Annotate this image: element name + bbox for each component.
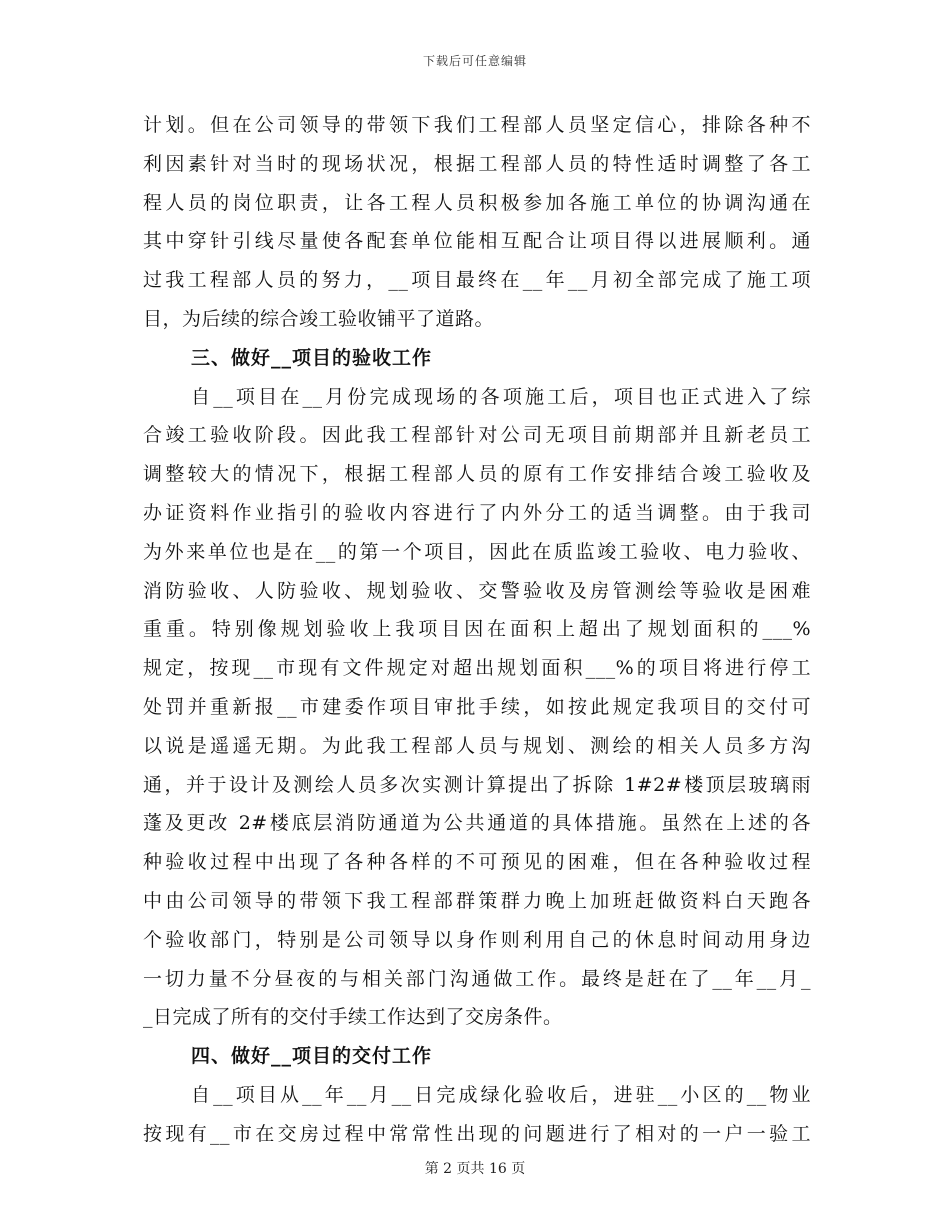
- page-header: 下载后可任意编辑: [422, 54, 527, 68]
- paragraph-line: 规定，按现__市现有文件规定对超出规划面积___%的项目将进行停工: [143, 657, 811, 680]
- paragraph-line: 办证资料作业指引的验收内容进行了内外分工的适当调整。由于我司: [143, 501, 811, 524]
- paragraph-line: 利因素针对当时的现场状况，根据工程部人员的特性适时调整了各工: [143, 152, 811, 175]
- document-body: [143, 106, 811, 1154]
- paragraph-line: 计划。但在公司领导的带领下我们工程部人员坚定信心，排除各种不: [143, 114, 811, 136]
- paragraph-line: 消防验收、人防验收、规划验收、交警验收及房管测绘等验收是困难: [143, 579, 811, 602]
- paragraph-line: 目，为后续的综合竣工验收铺平了道路。: [143, 307, 495, 330]
- paragraph-line: 为外来单位也是在__的第一个项目，因此在质监竣工验收、电力验收、: [143, 540, 811, 563]
- paragraph-line: 个验收部门，特别是公司领导以身作则利用自己的休息时间动用身边: [143, 928, 811, 951]
- paragraph-line: 一切力量不分昼夜的与相关部门沟通做工作。最终是赶在了__年__月_: [143, 967, 811, 990]
- page-number-footer: 第 2 页共 16 页: [424, 1161, 526, 1177]
- paragraph-line: 按现有__市在交房过程中常常性出现的问题进行了相对的一户一验工: [143, 1122, 811, 1145]
- paragraph-line: 通，并于设计及测绘人员多次实测计算提出了拆除 1#2#楼顶层玻璃雨: [143, 773, 811, 796]
- paragraph-line: 自__项目在__月份完成现场的各项施工后，项目也正式进入了综: [191, 385, 811, 408]
- paragraph-line: 程人员的岗位职责，让各工程人员积极参加各施工单位的协调沟通在: [143, 191, 811, 214]
- paragraph-line: 中由公司领导的带领下我工程部群策群力晚上加班赶做资料白天跑各: [143, 889, 811, 912]
- section-heading-4: 四、做好__项目的交付工作: [191, 1045, 433, 1068]
- paragraph-line: 处罚并重新报__市建委作项目审批手续，如按此规定我项目的交付可: [143, 695, 811, 718]
- section-heading-3: 三、做好__项目的验收工作: [191, 346, 433, 369]
- paragraph-line: 合竣工验收阶段。因此我工程部针对公司无项目前期部并且新老员工: [143, 424, 811, 447]
- paragraph-line: 以说是遥遥无期。为此我工程部人员与规划、测绘的相关人员多方沟: [143, 734, 811, 757]
- paragraph-line: 自__项目从__年__月__日完成绿化验收后，进驻__小区的__物业: [191, 1083, 811, 1106]
- paragraph-line: _日完成了所有的交付手续工作达到了交房条件。: [143, 1006, 563, 1029]
- paragraph-line: 蓬及更改 2#楼底层消防通道为公共通道的具体措施。虽然在上述的各: [143, 812, 811, 835]
- paragraph-line: 重重。特别像规划验收上我项目因在面积上超出了规划面积的___%: [143, 618, 811, 641]
- paragraph-line: 种验收过程中出现了各种各样的不可预见的困难，但在各种验收过程: [143, 851, 811, 874]
- paragraph-line: 过我工程部人员的努力，__项目最终在__年__月初全部完成了施工项: [143, 269, 811, 292]
- paragraph-line: 调整较大的情况下，根据工程部人员的原有工作安排结合竣工验收及: [143, 463, 811, 486]
- paragraph-line: 其中穿针引线尽量使各配套单位能相互配合让项目得以进展顺利。通: [143, 230, 811, 253]
